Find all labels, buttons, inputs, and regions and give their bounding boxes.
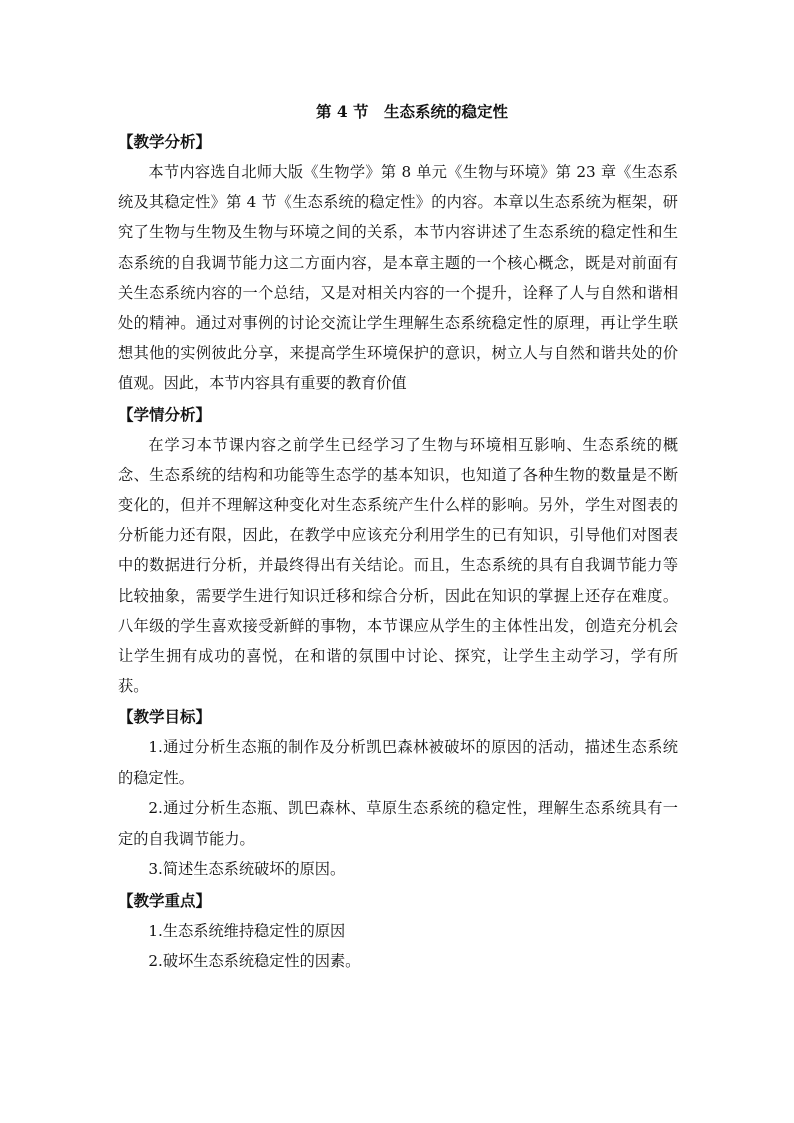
section-teaching-analysis <box>118 126 678 399</box>
goal-item-1: 1.通过分析生态瓶的制作及分析凯巴森林被破坏的原因的活动，描述生态系统的稳定性。 <box>118 738 678 787</box>
key-point-item-2: 2.破坏生态系统稳定性的因素。 <box>148 952 361 971</box>
section-heading-teaching-goals: 【教学目标】 <box>118 707 212 727</box>
section-heading-student-analysis: 【学情分析】 <box>118 404 212 424</box>
page-title: 第 4 节 生态系统的稳定性 <box>315 102 509 121</box>
section-key-points <box>118 885 678 977</box>
paragraph-teaching-analysis: 本节内容选自北师大版《生物学》第 8 单元《生物与环境》第 23 章《生态系统及其稳定性》第 4 节《生态系统的稳定性》的内容。本章以生态系统为框架，研究了生物与生物及生物与环境之间的关系，本节内容讲述了生态系统的稳定性和生态系统的自我调节能力这二方面内容，是本章主题的一个核心概念，既是对前面有关生态系统内容的一个总结，又是对相关内容的一个提升，诠释了人与自然和谐相处的精神。通过对事例的讨论交流让学生理解生态系统稳定性的原理，再让学生联想其他的实例彼此分享，来提高学生环境保护的意识，树立人与自然和谐共处的价值观。因此，本节内容具有重要的教育价值 <box>118 163 678 393</box>
section-student-analysis <box>118 399 678 702</box>
section-heading-teaching-analysis: 【教学分析】 <box>118 132 212 151</box>
key-point-item-1: 1.生态系统维持稳定性的原因 <box>148 921 346 940</box>
paragraph-student-analysis: 在学习本节课内容之前学生已经学习了生物与环境相互影响、生态系统的概念、生态系统的结构和功能等生态学的基本知识，也知道了各种生物的数量是不断变化的，但并不理解这种变化对生态系统产生什么样的影响。另外，学生对图表的分析能力还有限，因此，在教学中应该充分利用学生的已有知识，引导他们对图表中的数据进行分析，并最终得出有关结论。而且，生态系统的具有自我调节能力等比较抽象，需要学生进行知识迁移和综合分析，因此在知识的掌握上还存在难度。八年级的学生喜欢接受新鲜的事物，本节课应从学生的主体性出发，创造充分机会让学生拥有成功的喜悦，在和谐的氛围中讨论、探究，让学生主动学习，学有所获。 <box>118 435 678 696</box>
document-body <box>118 98 678 977</box>
section-heading-key-points: 【教学重点】 <box>118 890 212 910</box>
goal-item-3: 3.简述生态系统破坏的原因。 <box>148 860 346 879</box>
section-teaching-goals <box>118 701 678 885</box>
goal-item-2: 2.通过分析生态瓶、凯巴森林、草原生态系统的稳定性，理解生态系统具有一定的自我调节能力。 <box>118 799 678 848</box>
